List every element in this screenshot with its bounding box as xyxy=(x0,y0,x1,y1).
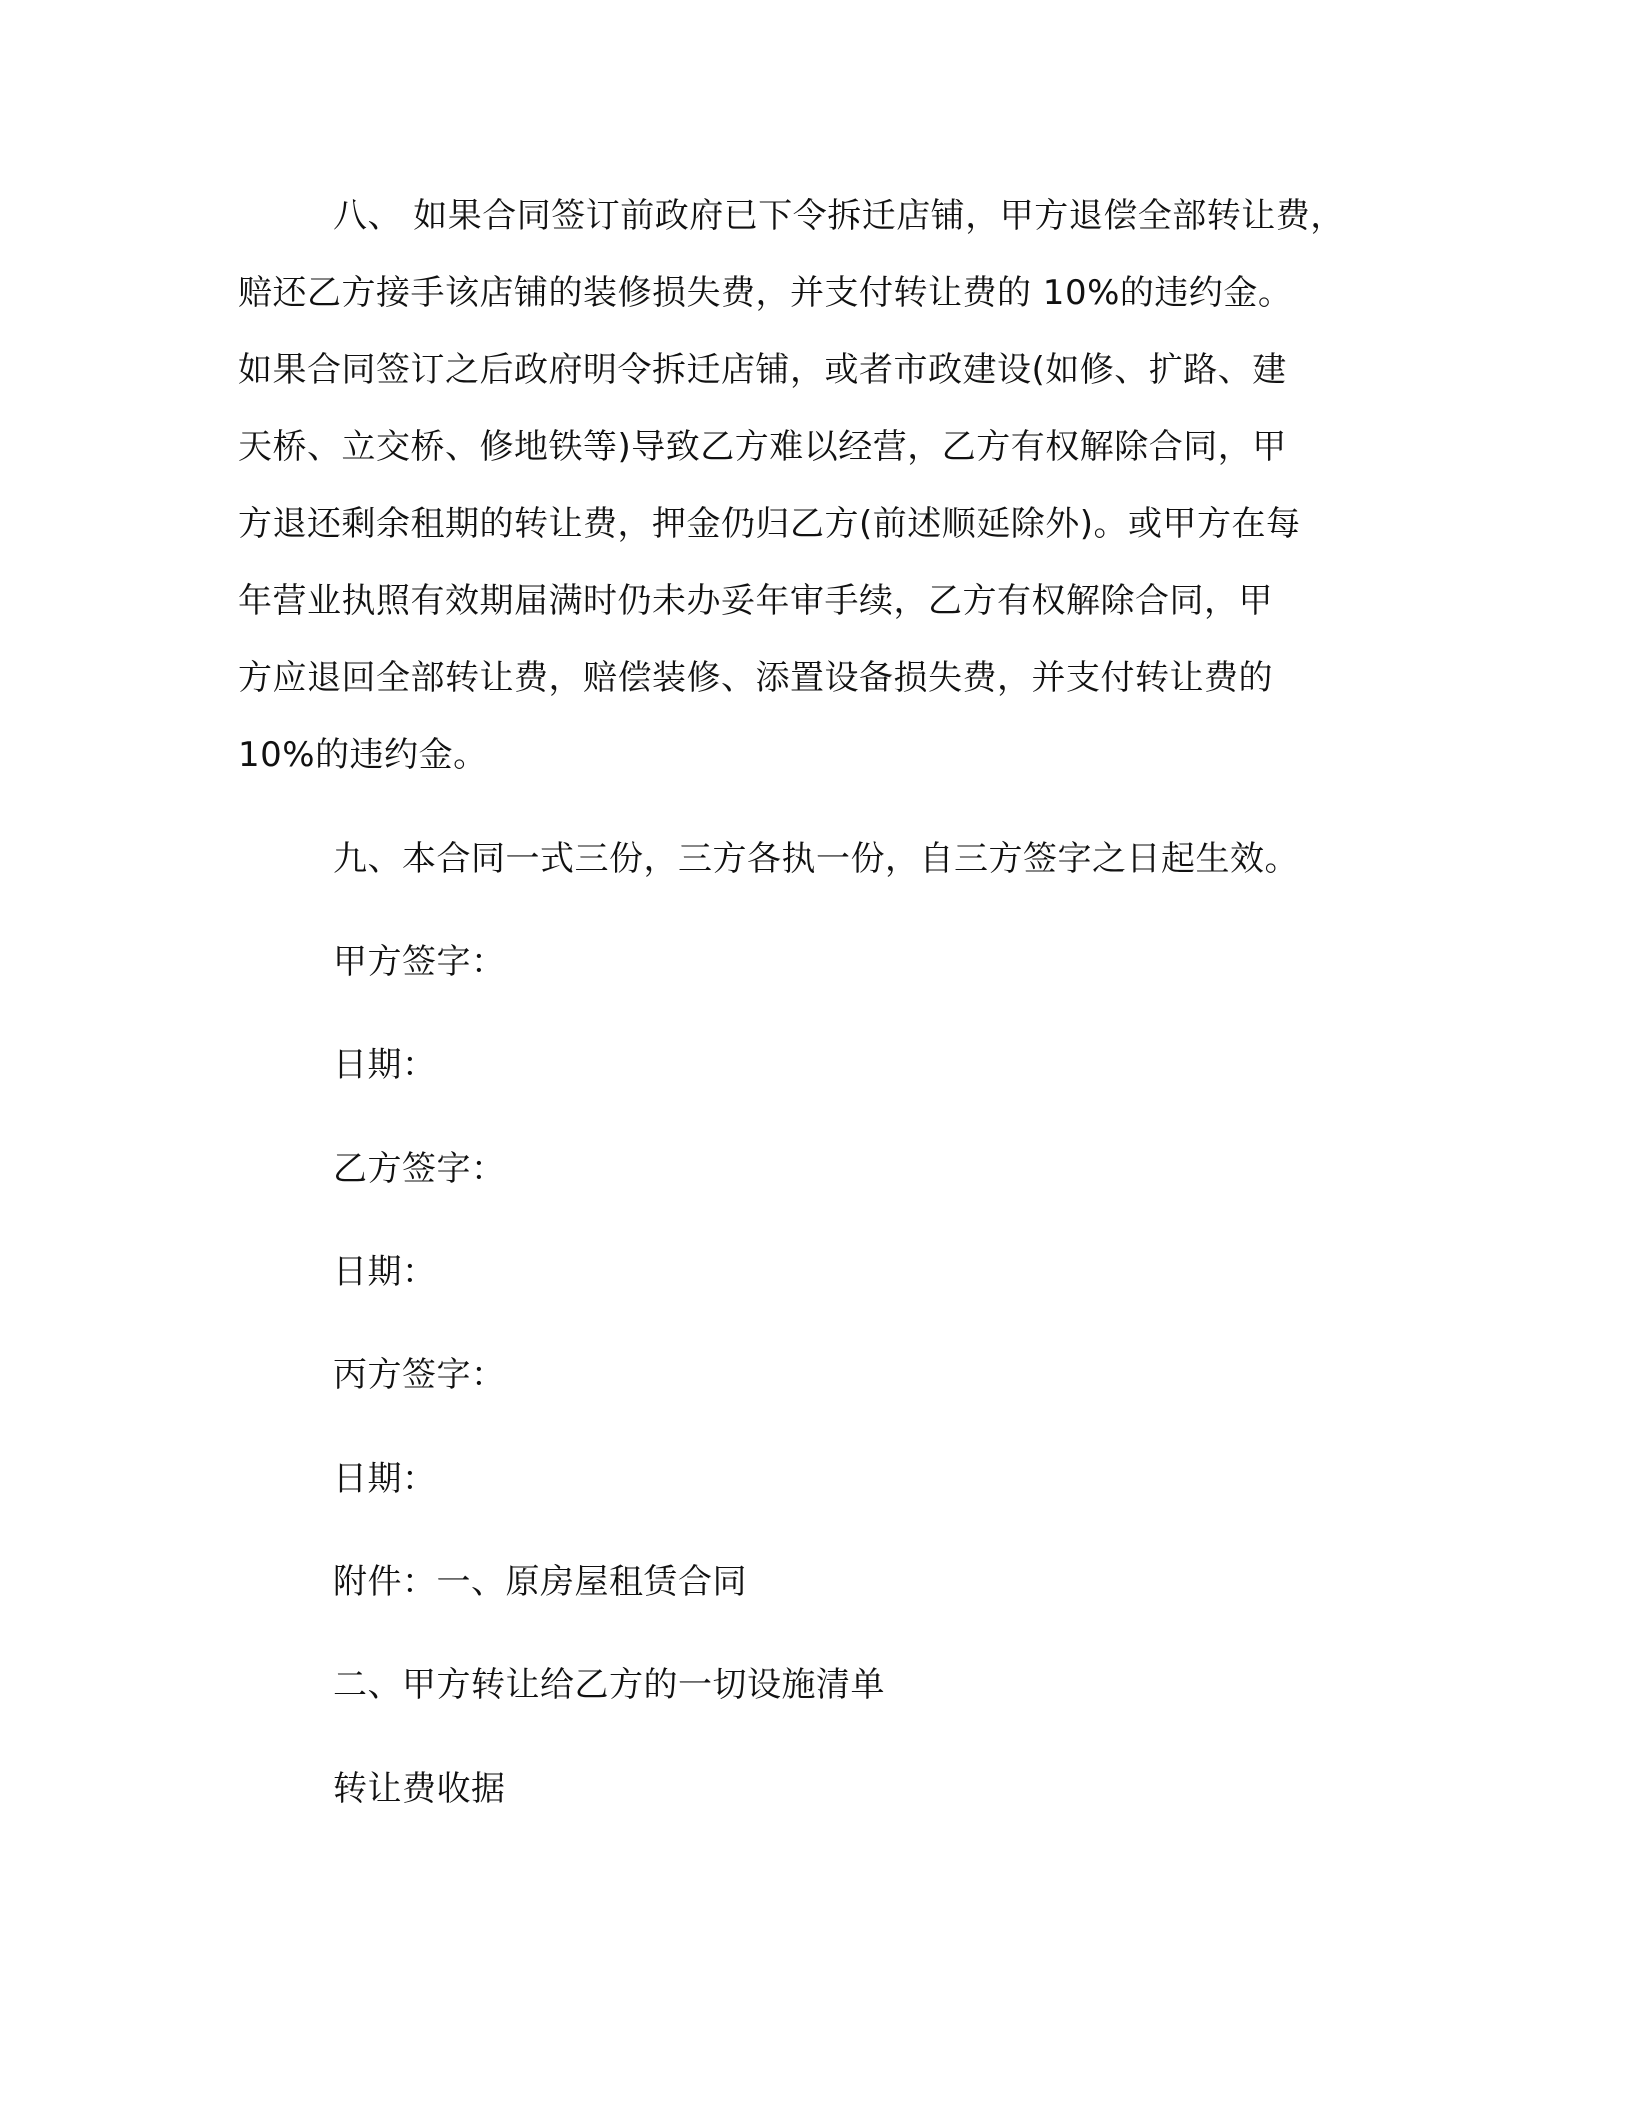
clause-8-line-8: 10%的违约金。 xyxy=(238,735,488,775)
clause-8-line-7: 方应退回全部转让费，赔偿装修、添置设备损失费，并支付转让费的 xyxy=(238,658,1273,698)
clause-9: 九、本合同一式三份，三方各执一份，自三方签字之日起生效。 xyxy=(333,839,1299,879)
clause-8-line-6: 年营业执照有效期届满时仍未办妥年审手续，乙方有权解除合同，甲 xyxy=(238,581,1273,621)
clause-8-line-1: 八、 如果合同签订前政府已下令拆迁店铺，甲方退偿全部转让费， xyxy=(333,196,1345,236)
clause-8-line-2: 赔还乙方接手该店铺的装修损失费，并支付转让费的 10%的违约金。 xyxy=(238,273,1293,313)
clause-8-line-5: 方退还剩余租期的转让费，押金仍归乙方(前述顺延除外)。或甲方在每 xyxy=(238,504,1301,544)
party-a-date-label: 日期： xyxy=(333,1045,437,1085)
attachment-item-2: 二、甲方转让给乙方的一切设施清单 xyxy=(333,1665,885,1705)
attachment-item-1: 附件：一、原房屋租赁合同 xyxy=(333,1562,747,1602)
clause-8-line-3: 如果合同签订之后政府明令拆迁店铺，或者市政建设(如修、扩路、建 xyxy=(238,350,1287,390)
attachment-item-3: 转让费收据 xyxy=(333,1769,506,1809)
clause-8-line-4: 天桥、立交桥、修地铁等)导致乙方难以经营，乙方有权解除合同，甲 xyxy=(238,427,1287,467)
party-b-date-label: 日期： xyxy=(333,1252,437,1292)
party-b-signature-label: 乙方签字： xyxy=(333,1149,506,1189)
party-c-signature-label: 丙方签字： xyxy=(333,1355,506,1395)
party-c-date-label: 日期： xyxy=(333,1459,437,1499)
party-a-signature-label: 甲方签字： xyxy=(333,942,506,982)
